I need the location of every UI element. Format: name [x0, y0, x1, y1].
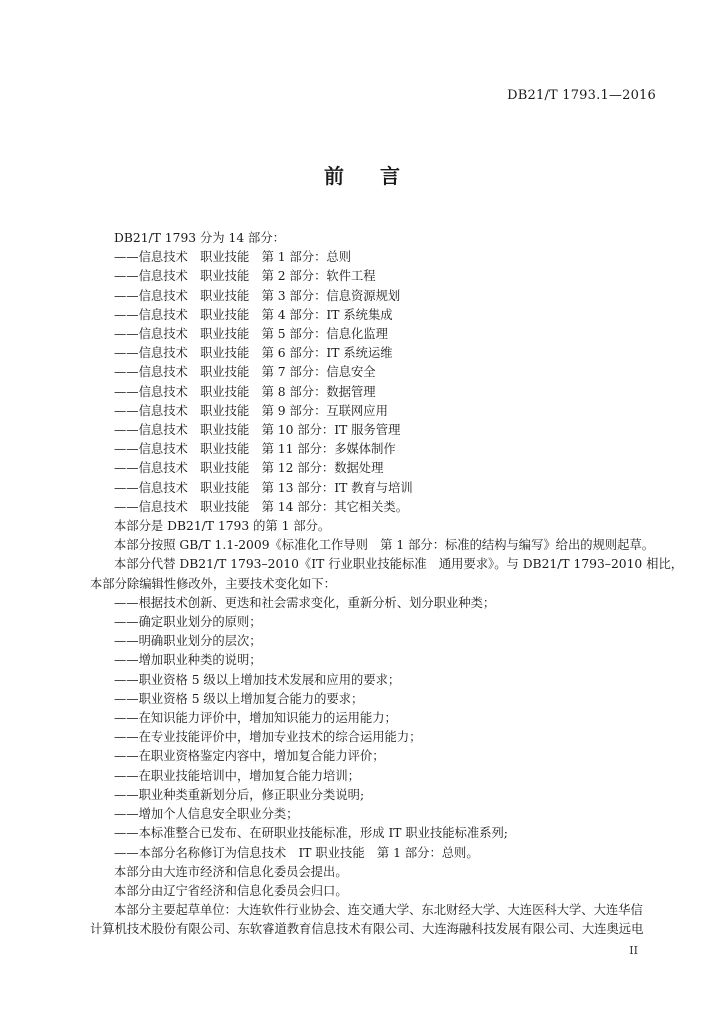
text-line: 本部分由大连市经济和信息化委员会提出。	[114, 864, 348, 879]
list-item: ——职业资格 5 级以上增加复合能力的要求；	[114, 691, 364, 706]
list-item: ——在职业技能培训中，增加复合能力培训；	[114, 768, 360, 783]
list-item: ——信息技术 职业技能 第 8 部分：数据管理	[114, 384, 376, 399]
page-title: 前言	[324, 164, 436, 188]
list-item: ——确定职业划分的原则；	[114, 615, 262, 630]
list-item: ——信息技术 职业技能 第 4 部分：IT 系统集成	[114, 307, 393, 322]
list-item: ——本部分名称修订为信息技术 IT 职业技能 第 1 部分：总则。	[114, 845, 479, 860]
list-item: ——信息技术 职业技能 第 9 部分：互联网应用	[114, 403, 388, 418]
list-item: ——信息技术 职业技能 第 14 部分：其它相关类。	[114, 499, 408, 514]
list-item: ——信息技术 职业技能 第 2 部分：软件工程	[114, 269, 376, 284]
list-item: ——根据技术创新、更迭和社会需求变化，重新分析、划分职业种类；	[114, 595, 496, 610]
list-item: ——信息技术 职业技能 第 3 部分：信息资源规划	[114, 288, 401, 303]
page-number: II	[629, 944, 638, 957]
list-item: ——增加个人信息安全职业分类；	[114, 807, 299, 822]
list-item: ——信息技术 职业技能 第 7 部分：信息安全	[114, 365, 376, 380]
list-item: ——在专业技能评价中，增加专业技术的综合运用能力；	[114, 730, 422, 745]
list-item: ——职业资格 5 级以上增加技术发展和应用的要求；	[114, 672, 401, 687]
list-item: ——信息技术 职业技能 第 12 部分：数据处理	[114, 461, 384, 476]
foreword-body	[90, 229, 684, 940]
list-item: ——信息技术 职业技能 第 6 部分：IT 系统运维	[114, 346, 393, 361]
text-line: 计算机技术股份有限公司、东软睿道教育信息技术有限公司、大连海融科技发展有限公司、大连奥远电	[90, 922, 644, 937]
list-item: ——在职业资格鉴定内容中，增加复合能力评价；	[114, 749, 385, 764]
list-item: ——信息技术 职业技能 第 13 部分：IT 教育与培训	[114, 480, 413, 495]
list-item: ——职业种类重新划分后，修正职业分类说明;	[114, 787, 365, 802]
list-item: ——增加职业种类的说明；	[114, 653, 262, 668]
list-item: ——信息技术 职业技能 第 5 部分：信息化监理	[114, 327, 388, 342]
text-line: 本部分主要起草单位：大连软件行业协会、连交通大学、东北财经大学、大连医科大学、大连华信	[114, 903, 643, 918]
list-item: ——信息技术 职业技能 第 10 部分：IT 服务管理	[114, 423, 401, 438]
text-line: 本部分除编辑性修改外，主要技术变化如下：	[90, 576, 336, 591]
list-item: ——信息技术 职业技能 第 11 部分：多媒体制作	[114, 442, 396, 457]
text-line: 本部分是 DB21/T 1793 的第 1 部分。	[114, 519, 331, 534]
list-item: ——在知识能力评价中，增加知识能力的运用能力；	[114, 711, 397, 726]
text-line: 本部分代替 DB21/T 1793–2010《IT 行业职业技能标准 通用要求》。与 DB21/T 1793–2010 相比，	[114, 557, 684, 572]
standard-code: DB21/T 1793.1—2016	[507, 88, 656, 103]
list-item: ——明确职业划分的层次；	[114, 634, 262, 649]
text-line: 本部分由辽宁省经济和信息化委员会归口。	[114, 883, 348, 898]
text-line: 本部分按照 GB/T 1.1-2009《标准化工作导则 第 1 部分：标准的结构与编写》给出的规则起草。	[114, 538, 655, 553]
text-line: DB21/T 1793 分为 14 部分：	[114, 231, 285, 245]
list-item: ——本标准整合已发布、在研职业技能标准，形成 IT 职业技能标准系列;	[114, 826, 508, 841]
list-item: ——信息技术 职业技能 第 1 部分：总则	[114, 250, 351, 265]
